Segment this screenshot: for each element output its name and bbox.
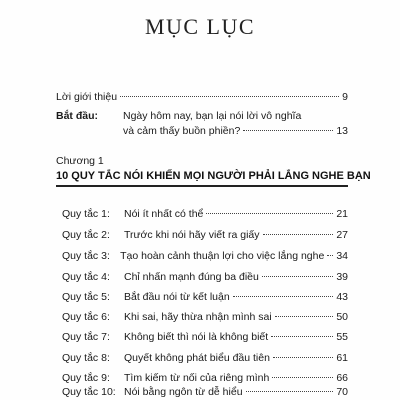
- rule-title: Trước khi nói hãy viết ra giấy: [124, 229, 260, 241]
- toc-entry-label: Lời giới thiệu: [56, 91, 118, 103]
- toc-page-number: 34: [336, 250, 348, 262]
- toc-entry-rule-5[interactable]: [62, 291, 348, 304]
- rule-number: Quy tắc 4:: [62, 271, 110, 283]
- rule-title: Nói ít nhất có thể: [124, 208, 204, 220]
- dot-leader: [206, 213, 333, 214]
- toc-entry-rule-4[interactable]: [62, 271, 348, 284]
- dot-leader: [262, 276, 333, 277]
- rule-number: Quy tắc 1:: [62, 208, 110, 220]
- dot-leader: [275, 316, 334, 317]
- dot-leader: [243, 130, 333, 131]
- chapter-title[interactable]: 10 QUY TẮC NÓI KHIẾN MỌI NGƯỜI PHẢI LẮNG NGHE BẠN: [56, 170, 371, 182]
- toc-entry-rule-9[interactable]: [62, 372, 348, 385]
- rule-title: Tạo hoàn cảnh thuận lợi cho việc lắng nghe: [120, 250, 325, 262]
- dot-leader: [271, 336, 333, 337]
- toc-entry-start-label: Bắt đầu:: [56, 110, 98, 122]
- toc-entry-intro[interactable]: [56, 91, 348, 104]
- rule-number: Quy tắc 2:: [62, 229, 110, 241]
- dot-leader: [246, 391, 334, 392]
- toc-entry-rule-3[interactable]: [62, 250, 348, 263]
- toc-entry-rule-10[interactable]: [62, 386, 348, 399]
- rule-number: Quy tắc 7:: [62, 331, 110, 343]
- rule-title: Tìm kiếm từ nối của riêng mình: [124, 372, 270, 384]
- toc-entry-rule-1[interactable]: [62, 208, 348, 221]
- rule-number: Quy tắc 10:: [62, 386, 116, 398]
- rule-title: Khi sai, hãy thừa nhận mình sai: [124, 311, 272, 323]
- dot-leader: [272, 377, 333, 378]
- toc-entry-start[interactable]: [123, 125, 348, 138]
- toc-entry-rule-8[interactable]: [62, 352, 348, 365]
- rule-number: Quy tắc 6:: [62, 311, 110, 323]
- toc-page-number: 55: [336, 331, 348, 343]
- toc-page-number: 61: [336, 352, 348, 364]
- toc-entry-start-text-line2: và cảm thấy buồn phiền?: [123, 125, 241, 137]
- chapter-label: Chương 1: [56, 155, 104, 167]
- toc-entry-start-text-line1[interactable]: Ngày hôm nay, bạn lại nói lời vô nghĩa: [123, 110, 302, 122]
- rule-number: Quy tắc 9:: [62, 372, 110, 384]
- chapter-divider: [56, 185, 348, 187]
- rule-title: Nói bằng ngôn từ dễ hiểu: [124, 386, 243, 398]
- page-title: MỤC LỤC: [144, 14, 256, 39]
- toc-page-number: 66: [336, 372, 348, 384]
- dot-leader: [273, 357, 333, 358]
- rule-title: Chỉ nhấn mạnh đúng ba điều: [124, 271, 259, 283]
- rule-title: Không biết thì nói là không biết: [124, 331, 269, 343]
- toc-page-number: 21: [336, 208, 348, 220]
- dot-leader: [233, 296, 334, 297]
- toc-page-number: 27: [336, 229, 348, 241]
- dot-leader: [263, 234, 334, 235]
- toc-page-number: 9: [342, 91, 348, 103]
- toc-page-number: 39: [336, 271, 348, 283]
- rule-number: Quy tắc 5:: [62, 291, 110, 303]
- dot-leader: [120, 96, 339, 97]
- toc-entry-rule-7[interactable]: [62, 331, 348, 344]
- toc-page-number: 43: [336, 291, 348, 303]
- dot-leader: [327, 255, 333, 256]
- toc-page-number: 70: [336, 386, 348, 398]
- toc-page-number: 50: [336, 311, 348, 323]
- toc-page-number: 13: [336, 125, 348, 137]
- rule-number: Quy tắc 3:: [62, 250, 110, 262]
- toc-entry-rule-2[interactable]: [62, 229, 348, 242]
- rule-title: Quyết không phát biểu đầu tiên: [124, 352, 270, 364]
- toc-entry-rule-6[interactable]: [62, 311, 348, 324]
- rule-title: Bắt đầu nói từ kết luận: [124, 291, 230, 303]
- rule-number: Quy tắc 8:: [62, 352, 110, 364]
